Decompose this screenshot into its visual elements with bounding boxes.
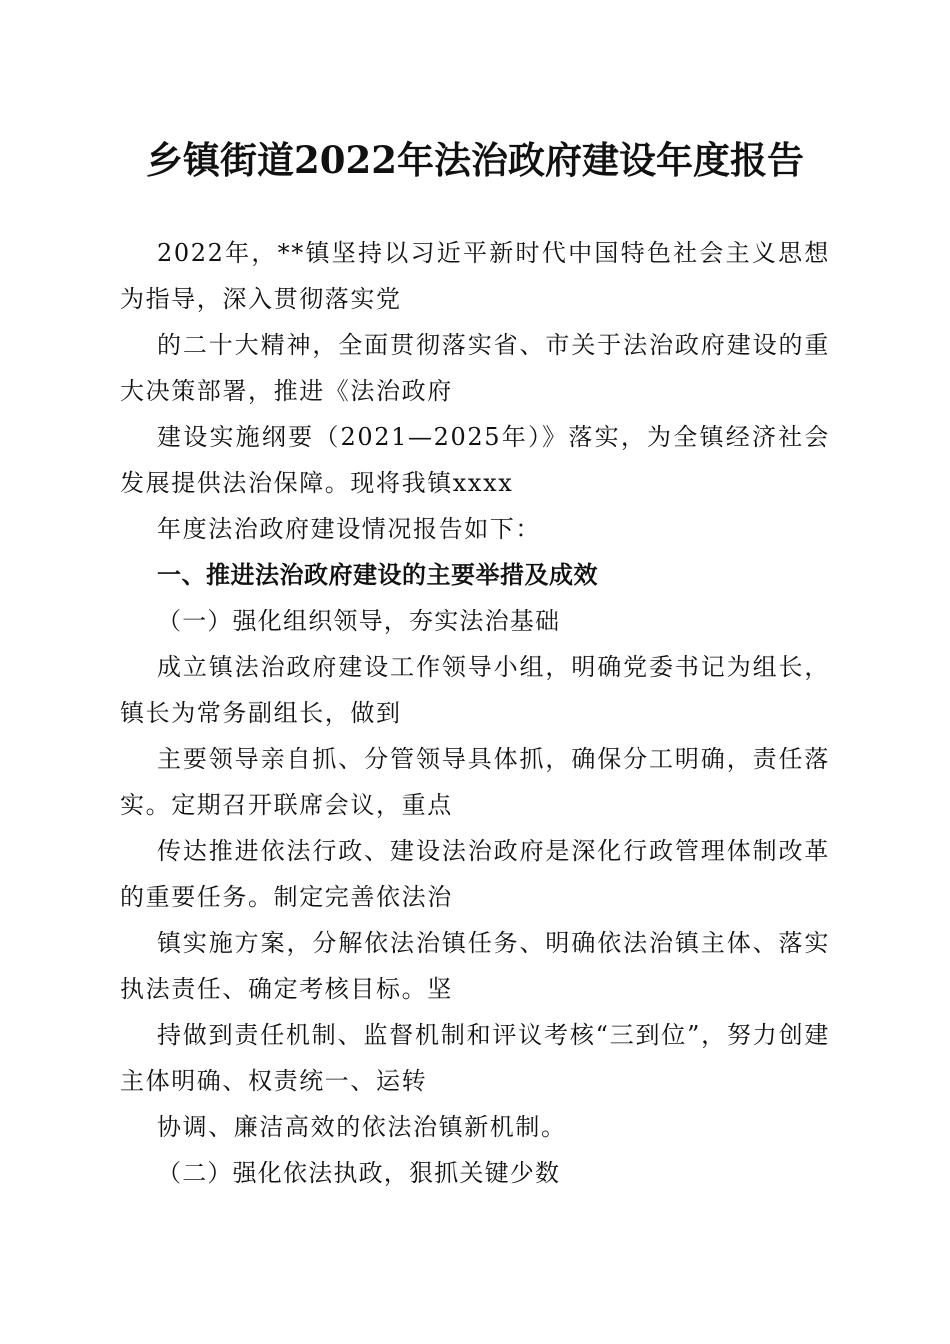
subsection-heading-2: （二）强化依法执政，狠抓关键少数 [157, 1159, 561, 1187]
paragraph-6: 主要领导亲自抓、分管领导具体抓，确保分工明确，责任落实。定期召开联席会议，重点 [120, 745, 830, 819]
subsection-heading-1: （一）强化组织领导，夯实法治基础 [157, 607, 561, 635]
document-body [120, 230, 830, 1196]
paragraph-3: 建设实施纲要（2021—2025年）》落实，为全镇经济社会发展提供法治保障。现将我镇xxxx [120, 423, 830, 497]
paragraph-4: 年度法治政府建设情况报告如下： [157, 515, 541, 543]
paragraph-9: 持做到责任机制、监督机制和评议考核“三到位”，努力创建主体明确、权责统一、运转 [120, 1021, 830, 1095]
paragraph-5: 成立镇法治政府建设工作领导小组，明确党委书记为组长，镇长为常务副组长，做到 [120, 653, 830, 727]
paragraph-7: 传达推进依法行政、建设法治政府是深化行政管理体制改革的重要任务。制定完善依法治 [120, 837, 830, 911]
document-title: 乡镇街道2022年法治政府建设年度报告 [146, 138, 804, 182]
paragraph-8: 镇实施方案，分解依法治镇任务、明确依法治镇主体、落实执法责任、确定考核目标。坚 [120, 929, 830, 1003]
paragraph-10: 协调、廉洁高效的依法治镇新机制。 [157, 1113, 567, 1141]
paragraph-1: 2022年，**镇坚持以习近平新时代中国特色社会主义思想为指导，深入贯彻落实党 [120, 239, 830, 313]
paragraph-2: 的二十大精神，全面贯彻落实省、市关于法治政府建设的重大决策部署，推进《法治政府 [120, 331, 830, 405]
section-heading-1: 一、推进法治政府建设的主要举措及成效 [157, 561, 598, 589]
